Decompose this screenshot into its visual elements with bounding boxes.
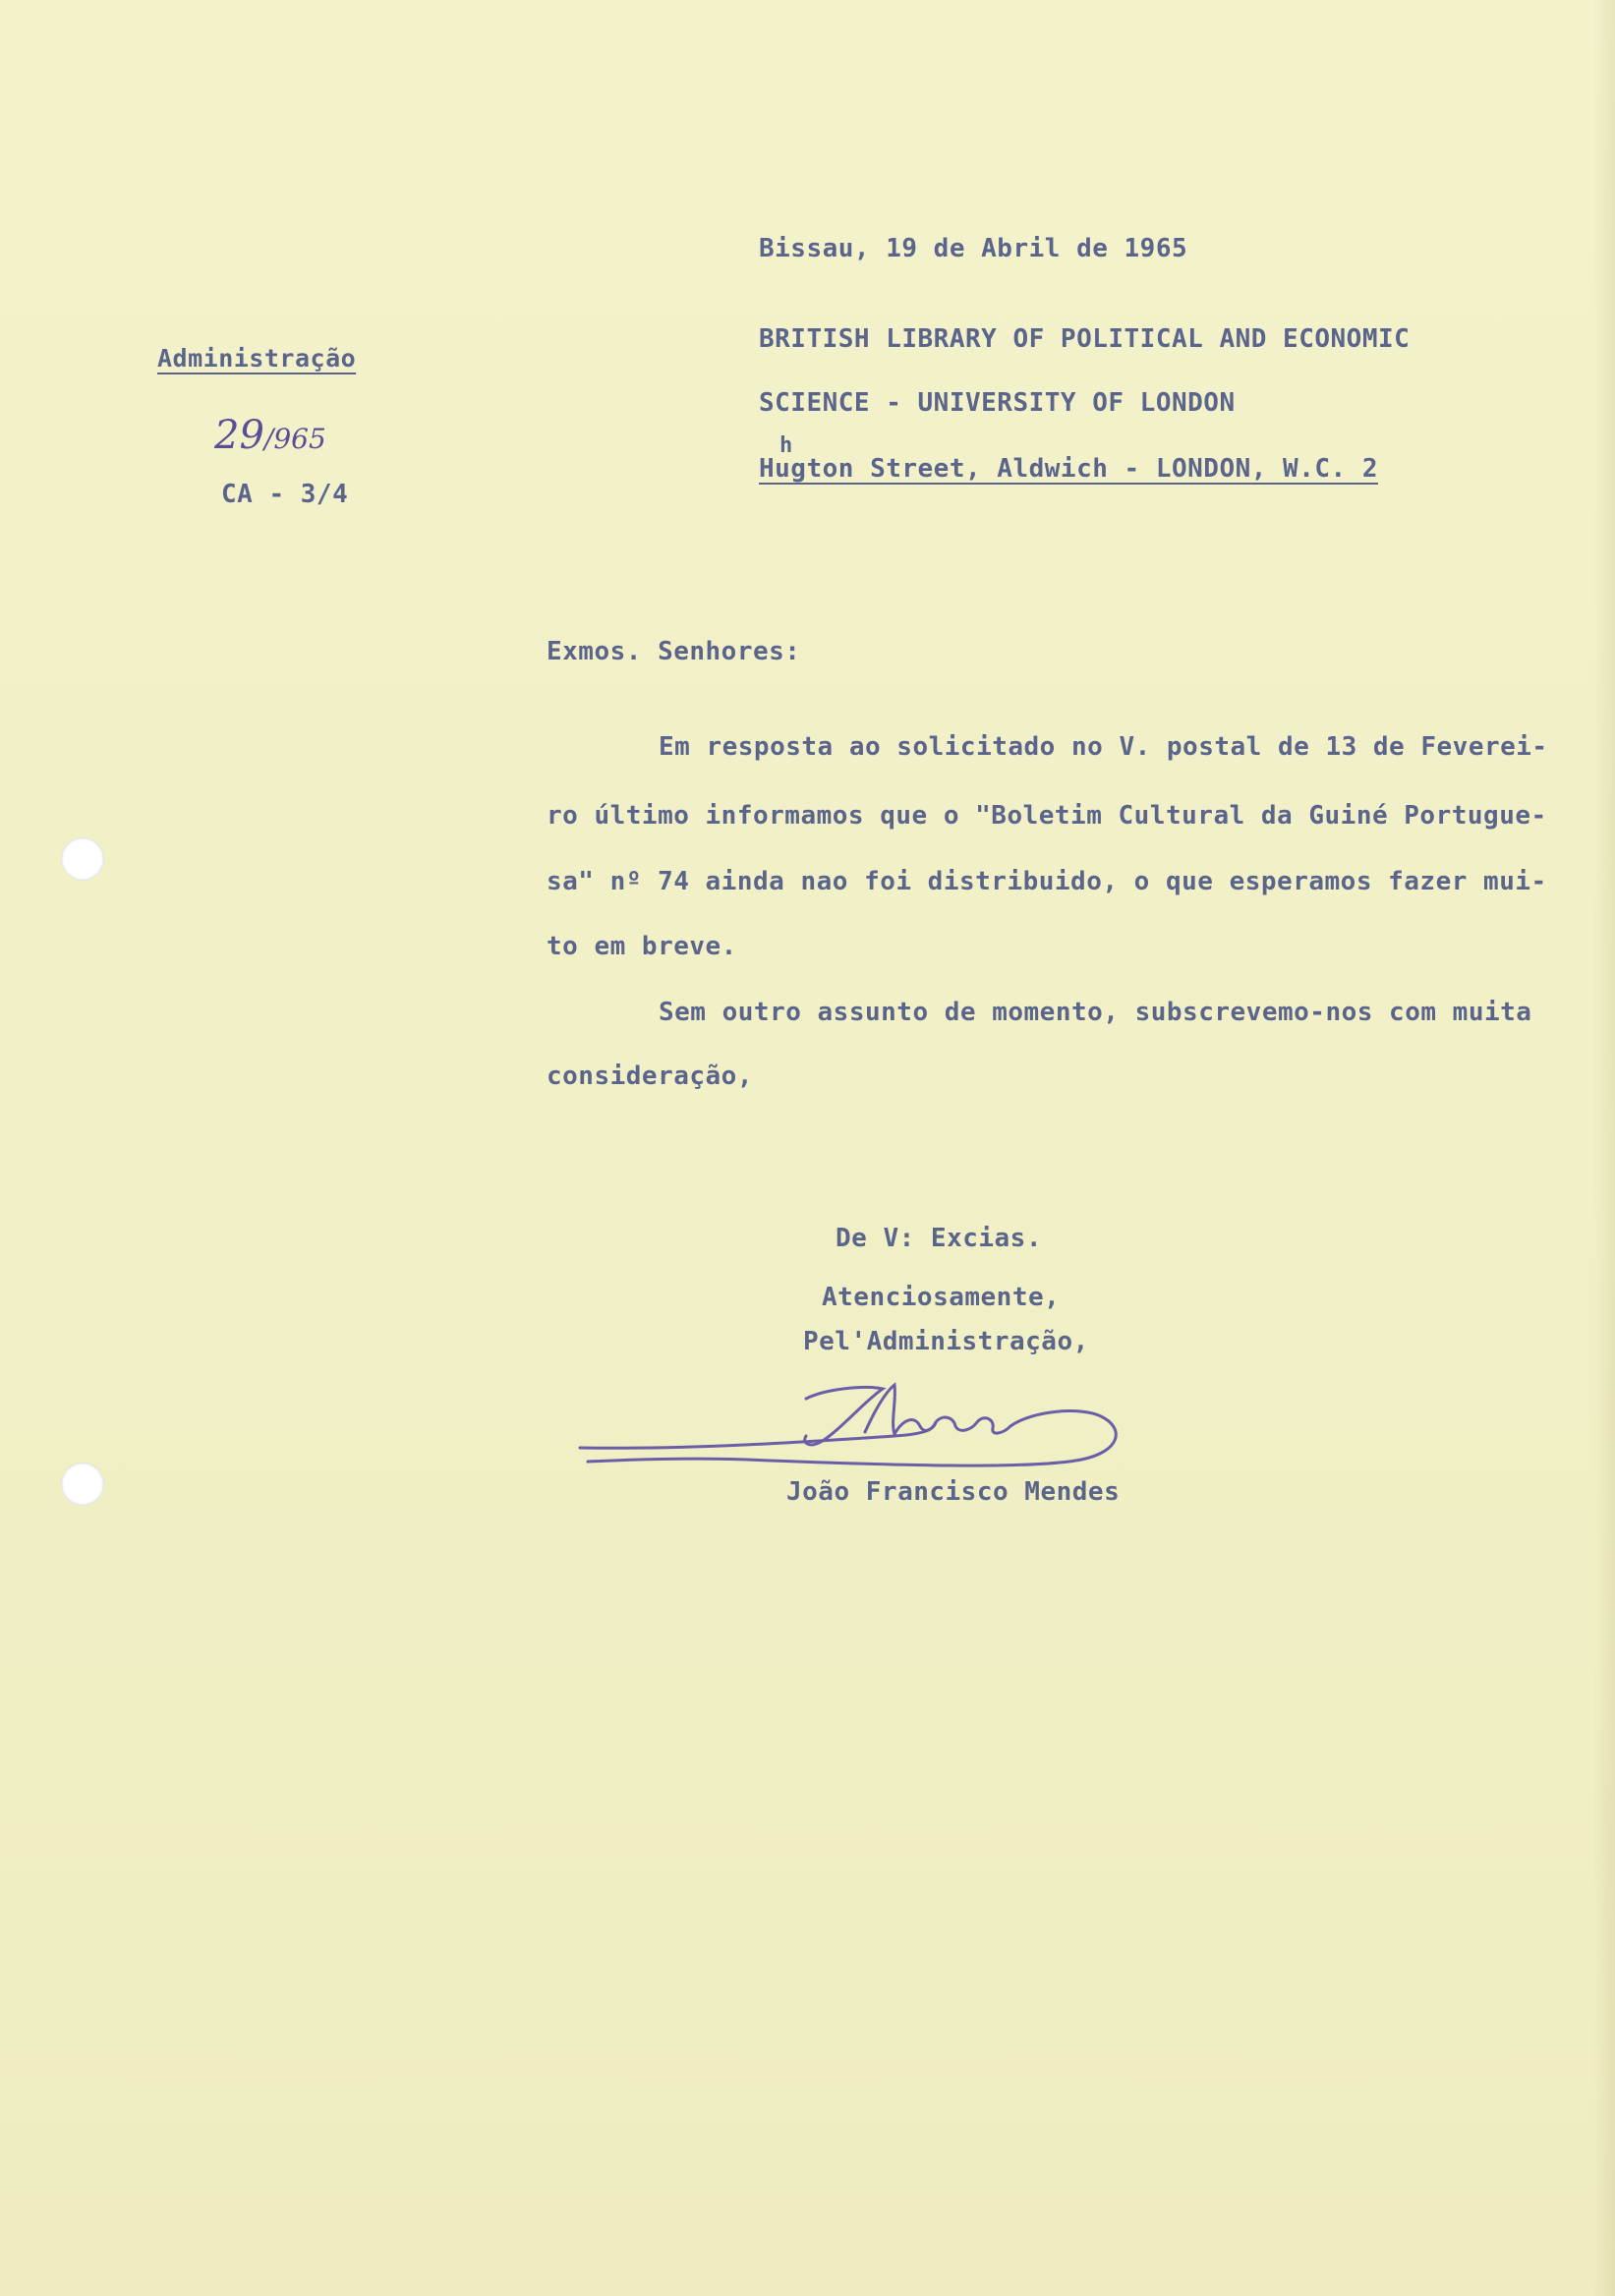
recipient-line-2: SCIENCE - UNIVERSITY OF LONDON — [759, 388, 1236, 418]
paragraph-1-line-1: Em resposta ao solicitado no V. postal de 13 de Feverei- — [659, 732, 1548, 762]
closing-line-2: Atenciosamente, — [822, 1283, 1061, 1312]
recipient-correction-mark: h — [779, 433, 793, 458]
paragraph-2-line-1: Sem outro assunto de momento, subscrevemo-nos com muita — [659, 998, 1532, 1027]
reference-number — [214, 413, 326, 458]
place-date: Bissau, 19 de Abril de 1965 — [759, 234, 1188, 263]
closing-line-3: Pel'Administração, — [803, 1327, 1089, 1356]
paragraph-2-line-2: consideração, — [547, 1062, 753, 1091]
year-suffix: /965 — [263, 423, 326, 455]
salutation: Exmos. Senhores: — [547, 637, 801, 666]
signatory-name: João Francisco Mendes — [786, 1477, 1121, 1507]
handwritten-number: 29 — [214, 413, 264, 458]
paragraph-1-line-4: to em breve. — [547, 932, 737, 961]
punch-hole-bottom — [61, 1463, 104, 1506]
paragraph-1-line-2: ro último informamos que o "Boletim Cultural da Guiné Portugue- — [547, 801, 1547, 831]
paragraph-1-line-3: sa" nº 74 ainda nao foi distribuido, o que esperamos fazer mui- — [547, 867, 1547, 896]
department-label: Administração — [157, 344, 357, 373]
recipient-line-3: Hugton Street, Aldwich - LONDON, W.C. 2 — [759, 454, 1378, 484]
punch-hole-top — [61, 837, 104, 881]
closing-line-1: De V: Excias. — [836, 1224, 1042, 1253]
reference-code: CA - 3/4 — [221, 480, 349, 509]
recipient-line-1: BRITISH LIBRARY OF POLITICAL AND ECONOMIC — [759, 324, 1411, 354]
handwritten-signature — [570, 1371, 1140, 1489]
